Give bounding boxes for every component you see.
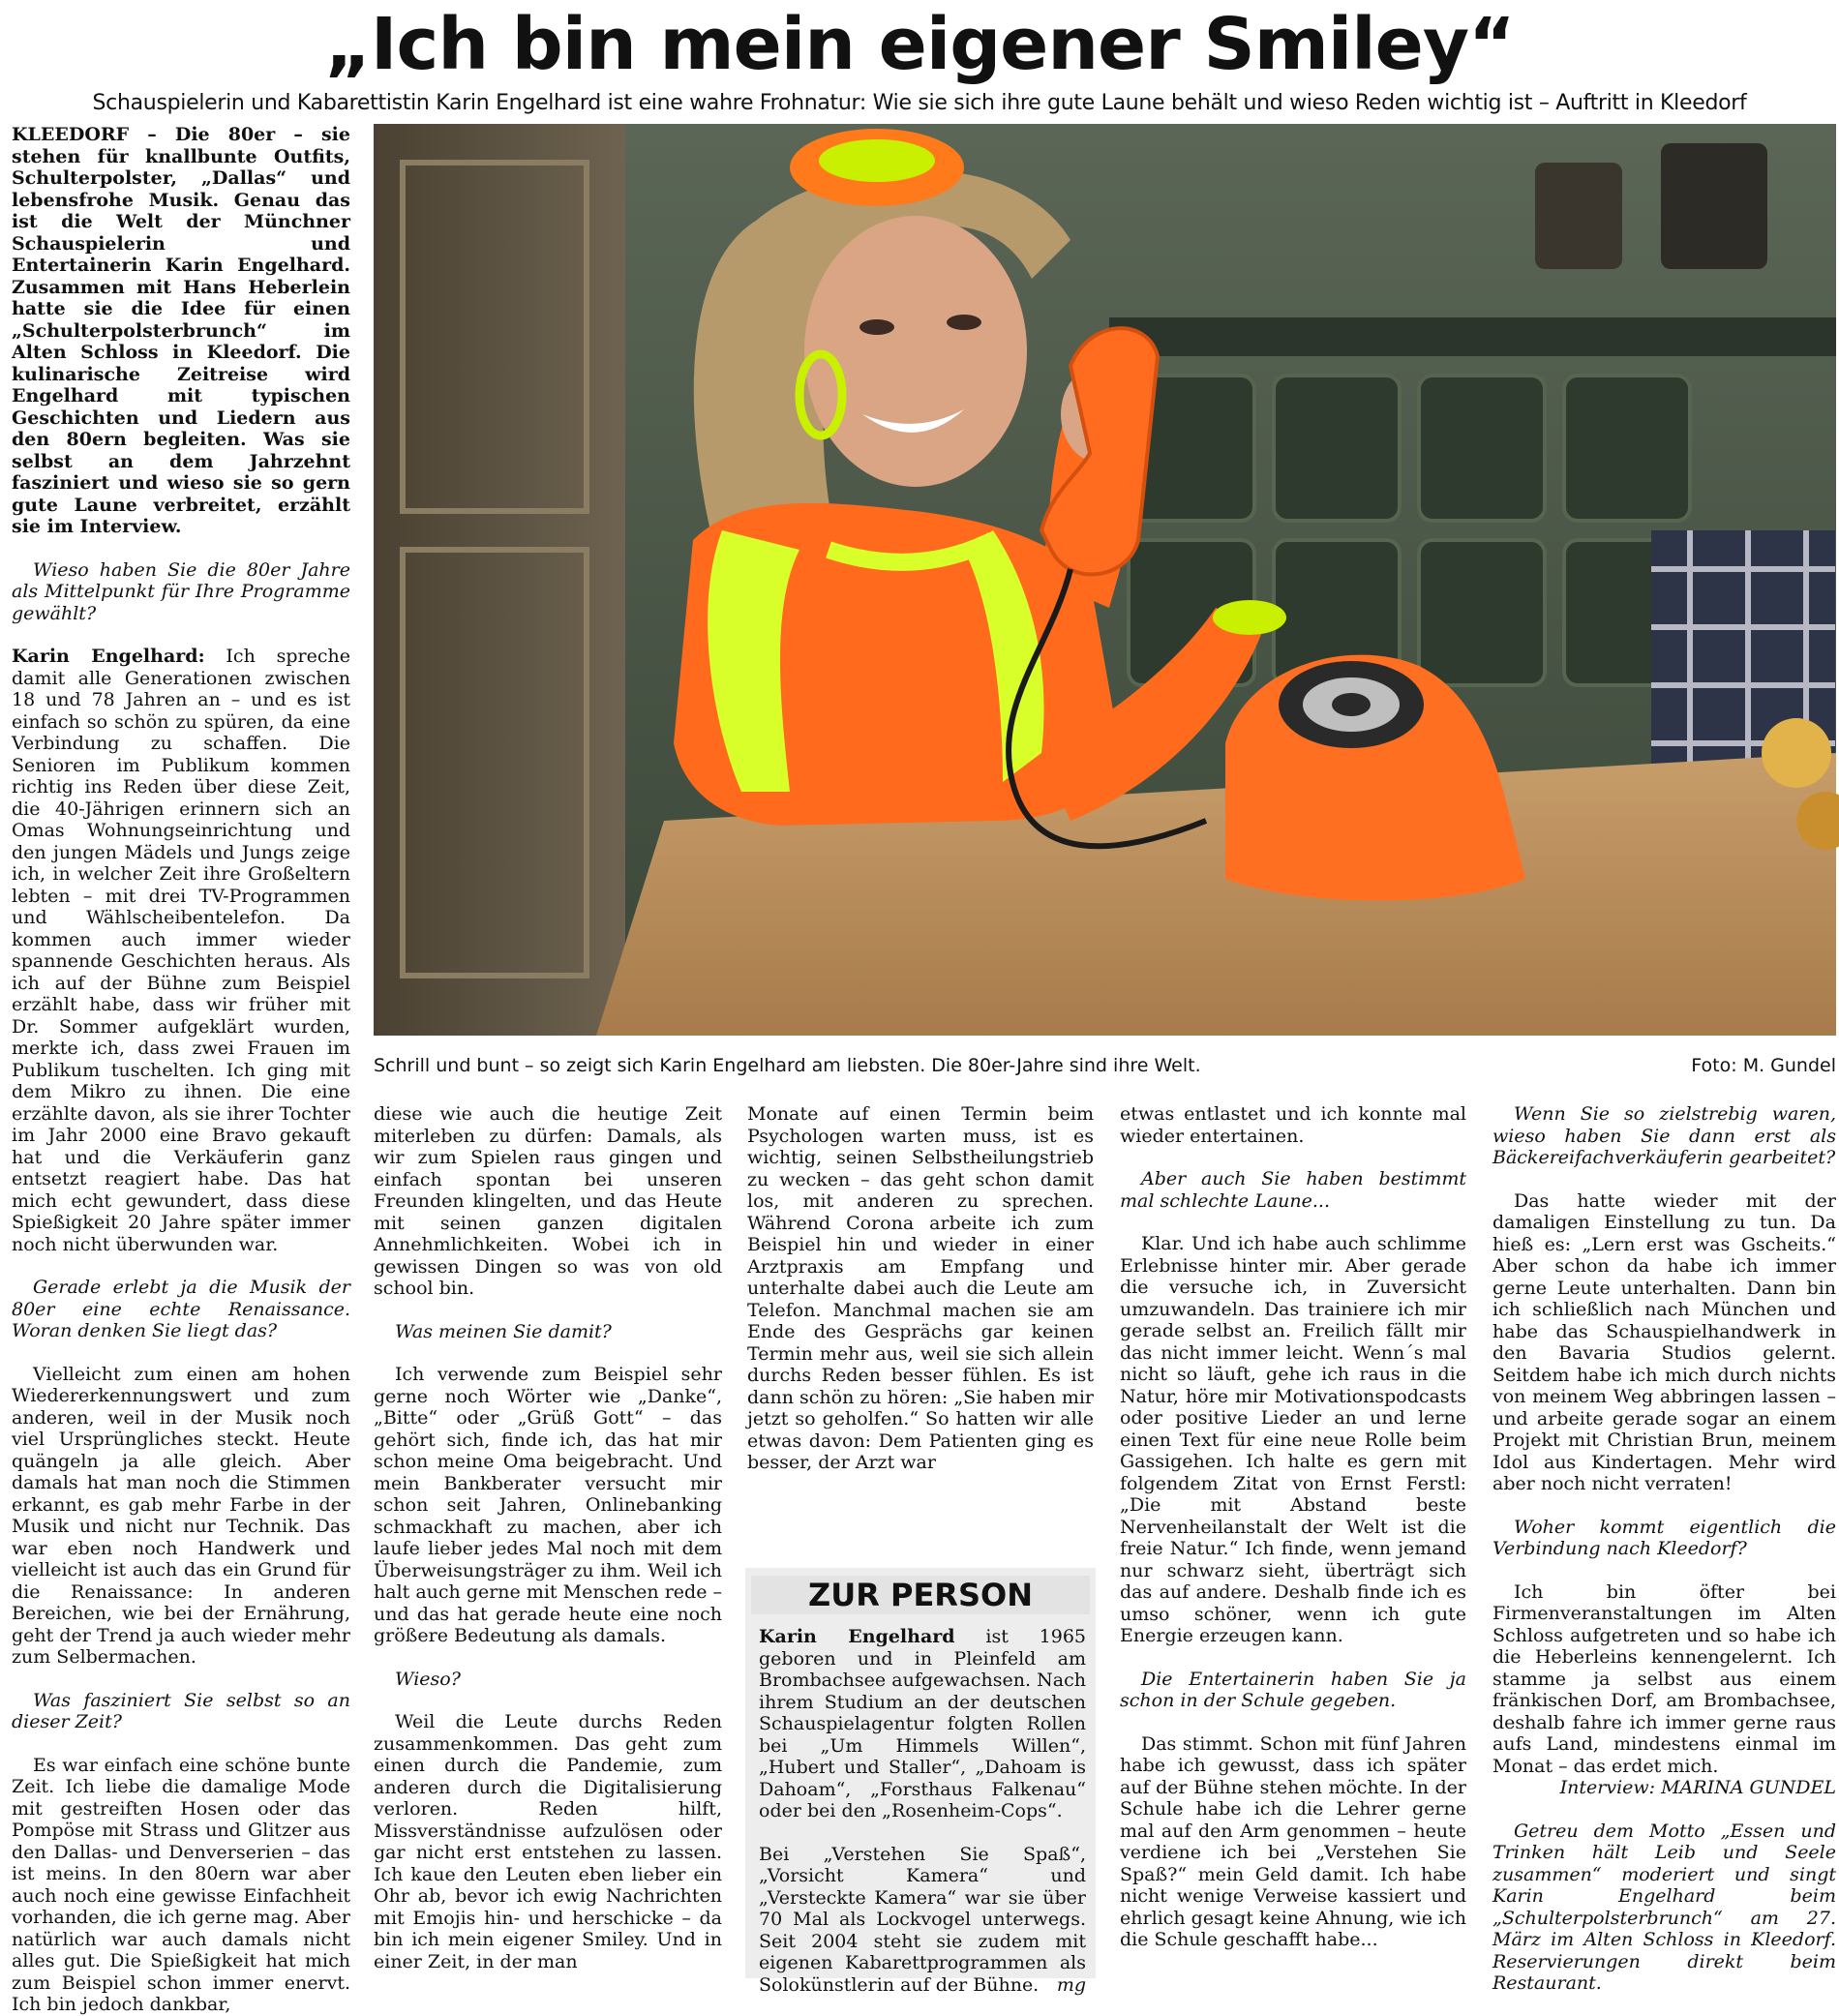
info-box-name: Karin Engelhard	[759, 1626, 955, 1647]
question-9: Woher kommt eigentlich die Verbindung nach Kleedorf?	[1492, 1516, 1836, 1559]
answer-5-continued: Monate auf einen Termin beim Psychologen warten muss, ist es wichtig, seinen Selbstheilungstrieb zu wecken – das geht schon damit los, mit anderen zu sprechen. Während Corona arbeite ich zum Beispiel hin und wieder in einer Arztpraxis am Empfang und unterhalte dabei auch die Leute am Telefon. Manchmal machen sie am Ende des Gesprächs gar keinen Termin mehr aus, weil sie sich allein durchs Reden besser fühlen. Es ist dann schön zu hören: „Sie haben mir jetzt so geholfen.“ So hatten wir alle etwas davon: Dem Patienten ging es besser, der Arzt war	[747, 1103, 1094, 1473]
info-box-text-1: ist 1965 geboren und in Pleinfeld am Brombachsee aufgewachsen. Nach ihrem Studium an der deutschen Schauspielagentur folgten Rollen bei „Um Himmels Willen“, „Hubert und Staller“, „Dahoam is Dahoam“, „Forsthaus Falkenau“ oder bei den „Rosenheim-Cops“.	[759, 1626, 1086, 1821]
answer-6: Klar. Und ich habe auch schlimme Erlebnisse hinter mir. Aber gerade die versuche ich, in Zuversicht umzuwandeln. Das trainiere ich mir gerade selbst an. Freilich fällt mir das nicht immer leicht. Wenn´s mal nicht so läuft, gehe ich raus in die Natur, höre mir Motivationspodcasts oder positive Lieder an und lerne einen Text für eine neue Rolle beim Gassigehen. Ich halte es gern mit folgendem Zitat von Ernst Ferstl: „Die mit Abstand beste Nervenheilanstalt der Welt ist die freie Natur.“ Ich finde, wenn jemand nur schwarz sieht, überträgt sich das auf andere. Deshalb finde ich es umso schöner, wenn ich gute Energie erzeugen kann.	[1120, 1233, 1466, 1646]
closing-note: Getreu dem Motto „Essen und Trinken hält Leib und Seele zusammen“ moderiert und singt Karin Engelhard beim „Schulterpolsterbrunch“ am 27. März im Alten Schloss in Kleedorf. Reservierungen direkt beim Restaurant.	[1492, 1820, 1836, 1994]
info-box-zur-person	[745, 1568, 1096, 1996]
headline: „Ich bin mein eigener Smiley“	[324, 3, 1515, 86]
info-box-paragraph-2	[759, 1844, 1086, 1997]
subheadline: Schauspielerin und Kabarettistin Karin Engelhard ist eine wahre Frohnatur: Wie sie sich ihre gute Laune behält und wieso Reden wichtig ist – Auftritt in Kleedorf	[92, 91, 1747, 115]
article-column-3	[747, 1103, 1094, 1568]
dateline: KLEEDORF –	[12, 124, 157, 145]
photo-caption-bar	[374, 1051, 1836, 1080]
speaker-name: Karin Engelhard:	[12, 646, 205, 667]
photo-credit: Foto: M. Gundel	[1691, 1055, 1836, 1076]
answer-9: Ich bin öfter bei Firmenveranstaltungen im Alten Schloss aufgetreten und so habe ich die Heberleins kennengelernt. Ich stamme ja selbst aus einem fränkischen Dorf, am Brombachsee, deshalb fahre ich immer gerne raus aufs Land, mindestens einmal im Monat – das erdet mich.	[1492, 1580, 1836, 1777]
answer-1-text: Ich spreche damit alle Generationen zwischen 18 und 78 Jahren an – und es ist einfach so schön zu spüren, da eine Verbindung zu schaffen. Die Senioren im Publikum kommen richtig ins Reden über diese Zeit, die 40-Jährigen erinnern sich an Omas Wohnungseinrichtung und den jungen Mädels und Jungs zeige ich, in welcher Zeit ihre Großeltern lebten – mit drei TV-Programmen und Wählscheibentelefon. Da kommen auch immer wieder spannende Geschichten heraus. Als ich auf der Bühne zum Beispiel erzählt habe, dass wir früher mit Dr. Sommer aufgeklärt wurden, merkte ich, dass zwei Frauen im Publikum tuschelten. Ich ging mit dem Mikro zu ihnen. Die eine erzählte davon, als sie ihrer Tochter im Jahr 2000 eine Bravo gekauft hat und die Verkäuferin ganz entsetzt reagiert habe. Das hat mich echt gewundert, dass diese Spießigkeit 20 Jahre später immer noch nicht überwunden war.	[12, 646, 350, 1255]
answer-5: Weil die Leute durchs Reden zusammenkommen. Das geht zum einen durch die Pandemie, zum anderen durch die Digitalisierung verloren. Reden hilft, Missverständnisse aufzulösen oder gar nicht erst entstehen zu lassen. Ich kaue den Leuten eben lieber ein Ohr ab, bevor ich ewig Nachrichten mit Emojis hin- und herschicke – da bin ich mein eigener Smiley. Und in einer Zeit, in der man	[374, 1711, 722, 1972]
answer-1	[12, 646, 350, 1255]
answer-4: Ich verwende zum Beispiel sehr gerne noch Wörter wie „Danke“, „Bitte“ oder „Grüß Gott“ – das gehört sich, finde ich, das hat mir schon meine Oma beigebracht. Und mein Bankberater versucht mir schon seit Jahren, Onlinebanking schmackhaft zu machen, aber ich laufe lieber jedes Mal noch mit dem Überweisungsträger zu ihm. Weil ich halt auch gerne mit Menschen rede – und das hat gerade heute eine noch größere Bedeutung als damals.	[374, 1364, 722, 1646]
answer-2: Vielleicht zum einen am hohen Wiedererkennungswert und zum anderen, weil in der Musik noch viel Ursprüngliches steckt. Heute quängeln ja alle gleich. Aber damals hat man noch die Stimmen erkannt, es gab mehr Farbe in der Musik und nicht nur Technik. Das war eben noch Handwerk und vielleicht ist auch das ein Grund für die Renaissance: In anderen Bereichen, wie bei der Ernährung, geht der Trend ja auch wieder mehr zum Selbermachen.	[12, 1363, 350, 1668]
info-box-body	[745, 1620, 1096, 1996]
article-column-2	[374, 1103, 722, 1977]
intro-paragraph	[12, 124, 350, 538]
article-photo	[374, 124, 1836, 1036]
question-6: Aber auch Sie haben bestimmt mal schlechte Laune...	[1120, 1168, 1466, 1212]
answer-7: Das stimmt. Schon mit fünf Jahren habe ich gewusst, dass ich später auf der Bühne stehen möchte. In der Schule habe ich die Lehrer gerne mal auf den Arm genommen – heute verdiene ich bei „Verstehen Sie Spaß?“ mein Geld damit. Ich habe nicht wenige Verweise kassiert und ehrlich gesagt keine Ahnung, wie ich die Schule geschafft habe...	[1120, 1732, 1466, 1950]
question-2: Gerade erlebt ja die Musik der 80er eine echte Renaissance. Woran denken Sie liegt das?	[12, 1277, 350, 1341]
question-5: Wieso?	[395, 1668, 461, 1690]
photo-caption: Schrill und bunt – so zeigt sich Karin Engelhard am liebsten. Die 80er-Jahre sind ihre Welt.	[374, 1055, 1201, 1076]
answer-8: Das hatte wieder mit der damaligen Einstellung zu tun. Da hieß es: „Lern erst was Gscheits.“ Aber schon da habe ich immer gerne Leute unterhalten. Dann bin ich schließlich nach München und habe das Schauspielhandwerk in den Bavaria Studios gelernt. Seitdem habe ich mich durch nichts von meinem Weg abbringen lassen – und arbeite gerade sogar an einem Projekt mit Christian Brun, meinem Idol aus Kindertagen. Mehr wird aber noch nicht verraten!	[1492, 1189, 1836, 1494]
article-column-5	[1492, 1103, 1836, 1994]
info-box-text-2: Bei „Verstehen Sie Spaß“, „Vorsicht Kamera“ und „Versteckte Kamera“ war sie über 70 Mal als Lockvogel unterwegs. Seit 2004 steht sie zudem mit eigenen Kabarettprogrammen als Solokünstlerin auf der Bühne.	[759, 1843, 1086, 1996]
question-8: Wenn Sie so zielstrebig waren, wieso haben Sie dann erst als Bäckereifachverkäuferin gearbeitet?	[1492, 1103, 1836, 1168]
question-4: Was meinen Sie damit?	[395, 1320, 612, 1342]
photo-illustration	[374, 124, 1836, 1036]
info-box-paragraph-1	[759, 1626, 1086, 1822]
info-box-signature: mg	[1056, 1973, 1086, 1996]
intro-text: Die 80er – sie stehen für knallbunte Outfits, Schulterpolster, „Dallas“ und lebensfrohe Musik. Genau das ist die Welt der Münchner Schauspielerin und Entertainerin Karin Engelhard. Zusammen mit Hans Heberlein hatte sie die Idee für einen „Schulterpolsterbrunch“ im Alten Schloss in Kleedorf. Die kulinarische Zeitreise wird Engelhard mit typischen Geschichten und Liedern aus den 80ern begleiten. Was sie selbst an dem Jahrzehnt fasziniert und wieso sie so gern gute Laune verbreitet, erzählt sie im Interview.	[12, 124, 350, 537]
interview-credit: Interview: MARINA GUNDEL	[1559, 1777, 1836, 1798]
article-column-1	[12, 124, 350, 2015]
answer-3: Es war einfach eine schöne bunte Zeit. Ich liebe die damalige Mode mit gestreiften Hosen oder das Pompöse mit Strass und Glitzer aus den Dallas- und Denverserien – das ist meins. In den 80ern war aber auch noch eine gewisse Einfachheit vorhanden, die ich gerne mag. Aber natürlich war auch damals nicht alles gut. Die Spießigkeit hat mich zum Beispiel schon immer enervt. Ich bin jedoch dankbar,	[12, 1754, 350, 2015]
question-3: Was fasziniert Sie selbst so an dieser Zeit?	[12, 1689, 350, 1732]
answer-5-continued-2: etwas entlastet und ich konnte mal wieder entertainen.	[1120, 1103, 1466, 1147]
answer-3-continued: diese wie auch die heutige Zeit miterleben zu dürfen: Damals, als wir zum Spielen raus gingen und einfach spontan bei unseren Freunden klingelten, und das Heute mit seinen ganzen digitalen Annehmlichkeiten. Wobei ich in gewissen Dingen so was von old school bin.	[374, 1103, 722, 1299]
question-7: Die Entertainerin haben Sie ja schon in der Schule gegeben.	[1120, 1668, 1466, 1711]
question-1: Wieso haben Sie die 80er Jahre als Mittelpunkt für Ihre Programme gewählt?	[12, 558, 350, 624]
article-column-4	[1120, 1103, 1466, 1977]
info-box-title: ZUR PERSON	[751, 1576, 1090, 1614]
